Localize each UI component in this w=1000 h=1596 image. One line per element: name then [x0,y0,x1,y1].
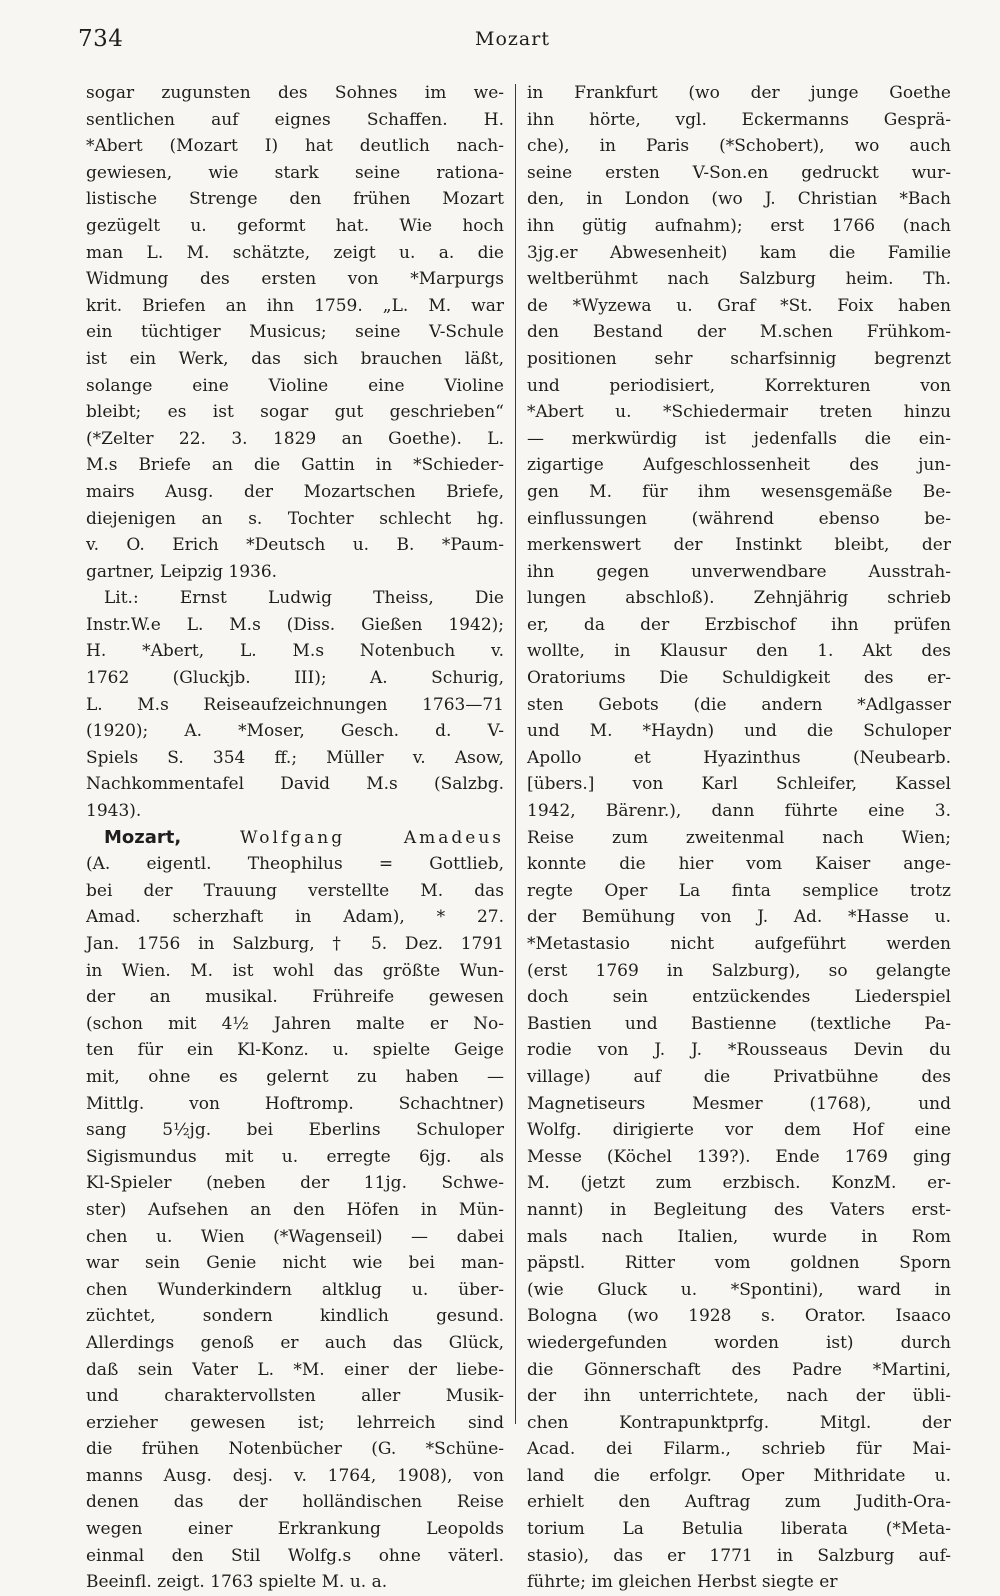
text-line: war sein Genie nicht wie bei man- [86,1253,504,1274]
text-line: H. *Abert, L. M.s Notenbuch v. [86,641,504,662]
text-line: Reise zum zweitenmal nach Wien; [527,827,951,848]
text-line: nannt) in Begleitung des Vaters erst- [527,1199,951,1220]
text-line: die Gönnerschaft des Padre *Martini, [527,1359,951,1380]
text-line: Widmung des ersten von *Marpurgs [86,269,504,290]
text-line: gen M. für ihm wesensgemäße Be- [527,481,951,502]
text-line: M. (jetzt zum erzbisch. KonzM. er- [527,1173,951,1194]
text-line: sten Gebots (die andern *Adlgasser [527,694,951,715]
entry-forenames: Wolfgang Amadeus [181,827,504,848]
text-line: gartner, Leipzig 1936. [86,561,278,582]
text-line: Amad. scherzhaft in Adam), * 27. [86,907,504,928]
entry-headword: Mozart, [104,826,182,848]
text-line: positionen sehr scharfsinnig begrenzt [527,348,951,369]
text-line: Messe (Köchel 139?). Ende 1769 ging [527,1146,951,1167]
left-column [86,80,504,1596]
text-line: einflussungen (während ebenso be- [527,508,951,529]
text-line: Mittlg. von Hoftromp. Schachtner) [86,1093,504,1114]
text-line: denen das der holländischen Reise [86,1492,504,1513]
text-line: in Wien. M. ist wohl das größte Wun- [86,960,504,981]
text-line: (1920); A. *Moser, Gesch. d. V- [86,721,504,742]
text-line: Magnetiseurs Mesmer (1768), und [527,1093,951,1114]
text-line: daß sein Vater L. *M. einer der liebe- [86,1359,504,1380]
text-line: führte; im gleichen Herbst siegte er [527,1572,838,1593]
text-line: und periodisiert, Korrekturen von [527,375,951,396]
text-line: village) auf die Privatbühne des [527,1066,951,1087]
text-line: L. M.s Reiseaufzeichnungen 1763—71 [86,694,504,715]
text-line: lungen abschloß). Zehnjährig schrieb [527,588,951,609]
text-line: Acad. dei Filarm., schrieb für Mai- [527,1439,951,1460]
text-line: Sigismundus mit u. erregte 6jg. als [86,1146,504,1167]
text-line: wegen einer Erkrankung Leopolds [86,1519,504,1540]
text-line: Oratoriums Die Schuldigkeit des er- [527,668,951,689]
text-line: [übers.] von Karl Schleifer, Kassel [527,774,951,795]
text-line: che), in Paris (*Schobert), wo auch [527,136,951,157]
text-line: erhielt den Auftrag zum Judith-Ora- [527,1492,951,1513]
text-line: (erst 1769 in Salzburg), so gelangte [527,960,951,981]
text-line: einmal den Stil Wolfg.s ohne väterl. [86,1545,504,1566]
text-line: wiedergefunden worden ist) durch [527,1332,951,1353]
text-line: v. O. Erich *Deutsch u. B. *Paum- [86,535,504,556]
text-line: sang 5½jg. bei Eberlins Schuloper [86,1120,504,1141]
text-line: und charaktervollsten aller Musik- [86,1386,504,1407]
text-line: mit, ohne es gelernt zu haben — [86,1066,504,1087]
text-line: konnte die hier vom Kaiser ange- [527,854,951,875]
text-line: Spiels S. 354 ff.; Müller v. Asow, [86,747,504,768]
text-line: ist ein Werk, das sich brauchen läßt, [86,348,504,369]
text-line: päpstl. Ritter vom goldnen Sporn [527,1253,951,1274]
text-line: 1943). [86,801,142,822]
text-line: Kl-Spieler (neben der 11jg. Schwe- [86,1173,504,1194]
text-line: ihn gütig aufnahm); erst 1766 (nach [527,215,951,236]
text-line: de *Wyzewa u. Graf *St. Foix haben [527,295,951,316]
text-line: 3jg.er Abwesenheit) kam die Familie [527,242,951,263]
text-line: stasio), das er 1771 in Salzburg auf- [527,1545,951,1566]
text-line: Jan. 1756 in Salzburg, † 5. Dez. 1791 [86,934,504,954]
text-line: den Bestand der M.schen Frühkom- [527,322,951,343]
running-head: Mozart [475,28,550,50]
text-line: ten für ein Kl-Konz. u. spielte Geige [86,1040,504,1061]
text-line: sogar zugunsten des Sohnes im we- [86,83,504,103]
text-line: *Metastasio nicht aufgeführt werden [527,934,951,954]
text-line: der an musikal. Frühreife gewesen [86,987,504,1008]
text-line: wollte, in Klausur den 1. Akt des [527,641,951,662]
right-column [527,80,951,1596]
text-line: ein tüchtiger Musicus; seine V-Schule [86,322,504,343]
text-line: zigartige Aufgeschlossenheit des jun- [527,455,951,476]
text-line: weltberühmt nach Salzburg heim. Th. [527,269,951,290]
text-line: manns Ausg. desj. v. 1764, 1908), von [86,1465,504,1486]
text-line: Allerdings genoß er auch das Glück, [86,1332,504,1353]
text-line: Bologna (wo 1928 s. Orator. Isaaco [527,1306,951,1327]
text-line: seine ersten V-Son.en gedruckt wur- [527,162,951,183]
text-line: ster) Aufsehen an den Höfen in Mün- [86,1199,504,1220]
text-line: *Abert (Mozart I) hat deutlich nach- [86,136,504,157]
text-line: Beeinfl. zeigt. 1763 spielte M. u. a. [86,1572,388,1593]
page-number: 734 [78,26,124,52]
text-line: (wie Gluck u. *Spontini), ward in [527,1279,951,1300]
text-line: — merkwürdig ist jedenfalls die ein- [527,428,951,449]
text-line: ihn hörte, vgl. Eckermanns Gesprä- [527,109,951,130]
text-line: 1762 (Gluckjb. III); A. Schurig, [86,668,504,689]
text-line: erzieher gewesen ist; lehrreich sind [86,1412,504,1433]
text-line: (*Zelter 22. 3. 1829 an Goethe). L. [86,428,504,449]
text-line: gewiesen, wie stark seine rationa- [86,162,504,183]
text-line: listische Strenge den frühen Mozart [86,189,504,210]
text-line: man L. M. schätzte, zeigt u. a. die [86,242,504,263]
text-line: bleibt; es ist sogar gut geschrieben“ [86,402,504,423]
text-line: Wolfg. dirigierte vor dem Hof eine [527,1120,951,1141]
text-line: die frühen Notenbücher (G. *Schüne- [86,1439,504,1460]
text-line: 1942, Bärenr.), dann führte eine 3. [527,801,951,822]
text-line: er, da der Erzbischof ihn prüfen [527,614,951,635]
text-line: diejenigen an s. Tochter schlecht hg. [86,508,504,529]
column-divider [515,84,516,1424]
text-line: torium La Betulia liberata (*Meta- [527,1519,951,1540]
text-line: *Abert u. *Schiedermair treten hinzu [527,402,951,423]
text-line: den, in London (wo J. Christian *Bach [527,189,951,210]
text-line: chen Kontrapunktprfg. Mitgl. der [527,1412,951,1433]
text-line: der ihn unterrichtete, nach der übli- [527,1386,951,1407]
text-line: gezügelt u. geformt hat. Wie hoch [86,215,504,236]
text-line: züchtet, sondern kindlich gesund. [86,1306,504,1327]
text-line: der Bemühung von J. Ad. *Hasse u. [527,907,951,928]
text-line: doch sein entzückendes Liederspiel [527,987,951,1008]
text-line [86,825,504,852]
text-line: (schon mit 4½ Jahren malte er No- [86,1013,504,1034]
text-line: chen Wunderkindern altklug u. über- [86,1279,504,1300]
text-line: regte Oper La finta semplice trotz [527,880,951,901]
text-line: bei der Trauung verstellte M. das [86,880,504,901]
text-line: land die erfolgr. Oper Mithridate u. [527,1465,951,1486]
text-line: (A. eigentl. Theophilus = Gottlieb, [86,854,504,875]
text-line: ihn gegen unverwendbare Ausstrah- [527,561,951,582]
text-line: krit. Briefen an ihn 1759. „L. M. war [86,295,504,316]
text-line: mairs Ausg. der Mozartschen Briefe, [86,481,504,502]
text-line: mals nach Italien, wurde in Rom [527,1226,951,1247]
text-line: in Frankfurt (wo der junge Goethe [527,83,951,103]
text-line: sentlichen auf eignes Schaffen. H. [86,109,504,130]
text-line: chen u. Wien (*Wagenseil) — dabei [86,1226,504,1247]
text-line: Bastien und Bastienne (textliche Pa- [527,1013,951,1034]
text-line: M.s Briefe an die Gattin in *Schieder- [86,455,504,476]
text-line: Instr.W.e L. M.s (Diss. Gießen 1942); [86,614,504,635]
text-line: Nachkommentafel David M.s (Salzbg. [86,774,504,795]
text-line: Apollo et Hyazinthus (Neubearb. [527,747,951,768]
text-line: rodie von J. J. *Rousseaus Devin du [527,1040,951,1061]
text-line: Lit.: Ernst Ludwig Theiss, Die [104,588,504,609]
text-line: merkenswert der Instinkt bleibt, der [527,535,951,556]
text-line: und M. *Haydn) und die Schuloper [527,721,951,742]
text-line: solange eine Violine eine Violine [86,375,504,396]
